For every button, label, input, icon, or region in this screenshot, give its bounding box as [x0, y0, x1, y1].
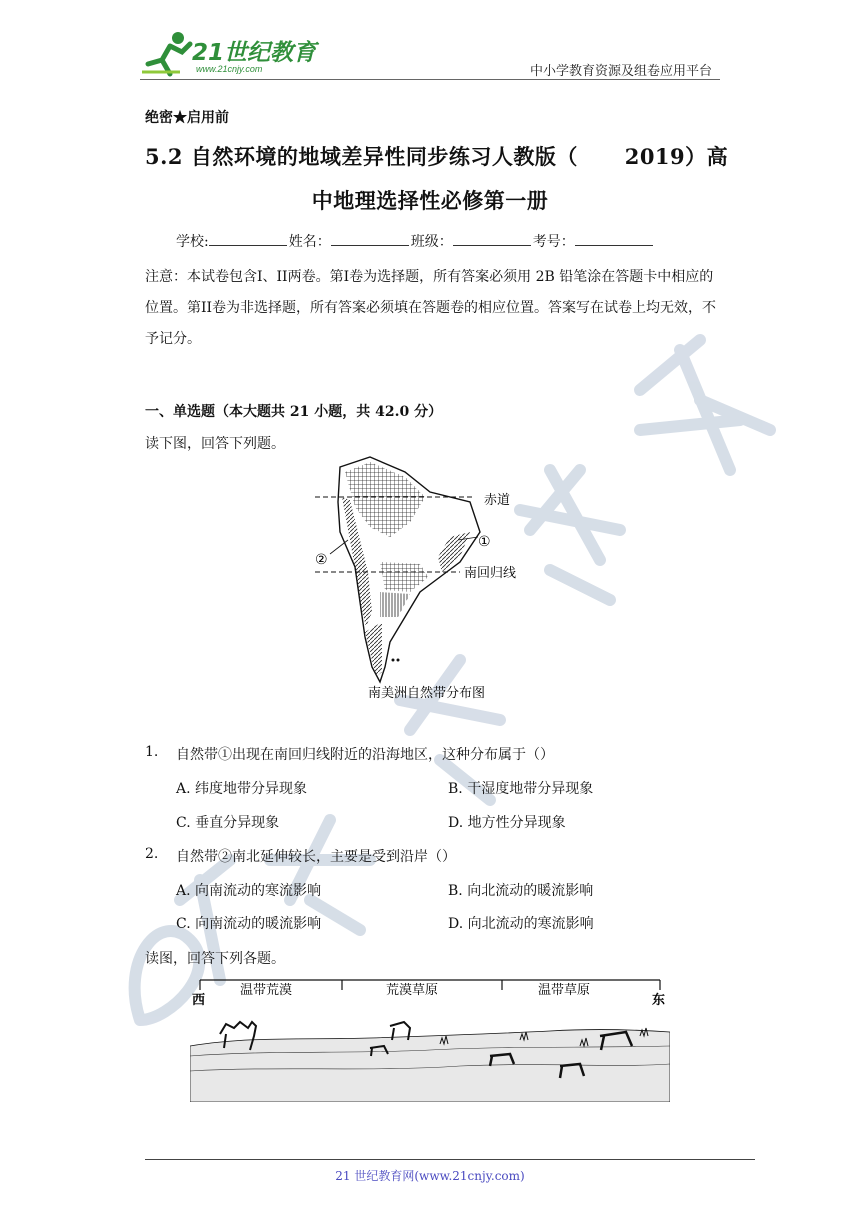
student-info-line — [176, 231, 655, 251]
marker-2: ② — [315, 552, 328, 568]
page-title-line2: 中地理选择性必修第一册 — [311, 188, 549, 213]
q2-option-d[interactable]: D. 向北流动的寒流影响 — [448, 916, 594, 932]
south-america-map — [310, 452, 560, 707]
name-label: 姓名： — [288, 234, 331, 250]
school-field[interactable] — [209, 232, 287, 246]
east-label: 东 — [652, 993, 666, 1008]
zone-label-desert: 温带荒漠 — [240, 983, 293, 998]
marker-1: ① — [478, 534, 491, 550]
class-field[interactable] — [453, 232, 531, 246]
q1-option-d[interactable]: D. 地方性分异现象 — [448, 815, 566, 831]
question-1-text: 自然带①出现在南回归线附近的沿海地区，这种分布属于（） — [176, 747, 554, 763]
landscape-strip-figure — [190, 976, 670, 1102]
instruction-text-2: 读图，回答下列各题。 — [145, 951, 285, 967]
equator-label: 赤道 — [484, 493, 511, 508]
zone-label-steppe: 温带草原 — [538, 983, 591, 998]
zone-label-desert-steppe: 荒漠草原 — [386, 983, 439, 998]
confidential-label: 绝密★启用前 — [145, 110, 229, 126]
school-label: 学校: — [176, 234, 209, 250]
q2-option-c[interactable]: C. 向南流动的暖流影响 — [176, 916, 322, 932]
q1-option-b[interactable]: B. 干湿度地带分异现象 — [448, 781, 594, 797]
instruction-text: 读下图，回答下列题。 — [145, 436, 285, 452]
name-field[interactable] — [331, 232, 409, 246]
q2-option-b[interactable]: B. 向北流动的暖流影响 — [448, 883, 594, 899]
exam-number-field[interactable] — [575, 232, 653, 246]
section-heading: 一、单选题（本大题共 21 小题，共 42.0 分） — [145, 404, 443, 420]
class-label: 班级： — [410, 234, 453, 250]
logo-url: www.21cnjy.com — [196, 64, 263, 74]
map-caption: 南美洲自然带分布图 — [368, 686, 486, 701]
question-2-number: 2. — [145, 846, 159, 862]
question-2-text: 自然带②南北延伸较长，主要是受到沿岸（） — [176, 849, 456, 865]
exam-notice: 注意：本试卷包含I、II两卷。第I卷为选择题，所有答案必须用 2B 铅笔涂在答题卡中相应的位置。第II卷为非选择题，所有答案必须填在答题卷的相应位置。答案写在试卷上均无效，不予记分。 — [145, 269, 717, 347]
q1-option-c[interactable]: C. 垂直分异现象 — [176, 815, 280, 831]
question-1-number: 1. — [145, 744, 159, 760]
q1-option-a[interactable]: A. 纬度地带分异现象 — [176, 781, 308, 797]
footer-divider — [145, 1159, 755, 1160]
tropic-label: 南回归线 — [464, 566, 517, 581]
logo-text: 21世纪教育 — [192, 40, 317, 66]
exam-number-label: 考号： — [532, 234, 575, 250]
q2-option-a[interactable]: A. 向南流动的寒流影响 — [176, 883, 322, 899]
page-title-line1: 5.2 自然环境的地域差异性同步练习人教版（ 2019）高 — [145, 144, 729, 169]
footer-text[interactable]: 21 世纪教育网(www.21cnjy.com) — [335, 1169, 525, 1183]
platform-name: 中小学教育资源及组卷应用平台 — [529, 64, 712, 79]
west-label: 西 — [192, 993, 206, 1008]
header-divider — [140, 79, 720, 80]
